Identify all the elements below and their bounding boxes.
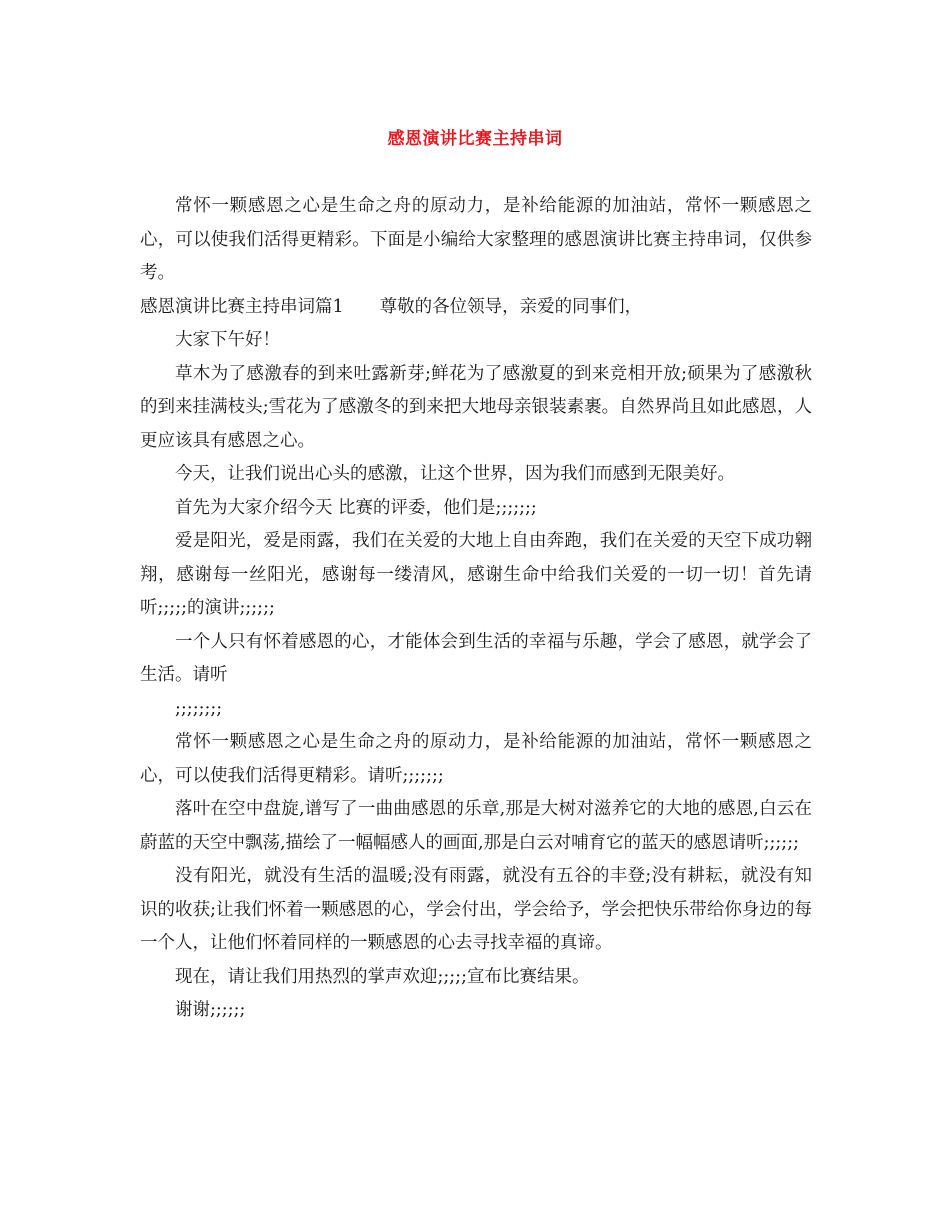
document-body: [140, 190, 812, 1028]
paragraph: 爱是阳光，爱是雨露，我们在关爱的大地上自由奔跑，我们在关爱的天空下成功翱翔，感谢每一丝阳光，感谢每一缕清风，感谢生命中给我们关爱的一切一切！首先请听;;;;;的演讲;;;;;;: [140, 531, 812, 618]
greeting-inline: 尊敬的各位领导，亲爱的同事们，: [379, 296, 643, 317]
paragraph: 常怀一颗感恩之心是生命之舟的原动力，是补给能源的加油站，常怀一颗感恩之心，可以使我们活得更精彩。请听;;;;;;;: [140, 732, 812, 786]
document-title: 感恩演讲比赛主持串词: [387, 129, 563, 149]
section-heading: 感恩演讲比赛主持串词篇1: [140, 296, 344, 317]
intro-paragraph: 常怀一颗感恩之心是生命之舟的原动力，是补给能源的加油站，常怀一颗感恩之心，可以使我们活得更精彩。下面是小编给大家整理的感恩演讲比赛主持串词，仅供参考。: [140, 196, 812, 283]
section-heading-line: [140, 291, 812, 325]
paragraph: 现在，请让我们用热烈的掌声欢迎;;;;;宣布比赛结果。: [175, 966, 590, 987]
paragraph: 谢谢;;;;;;: [175, 1000, 246, 1020]
paragraph: 大家下午好！: [175, 330, 280, 350]
paragraph: 今天，让我们说出心头的感激，让这个世界，因为我们而感到无限美好。: [175, 464, 735, 484]
paragraph: 落叶在空中盘旋,谱写了一曲曲感恩的乐章,那是大树对滋养它的大地的感恩,白云在蔚蓝的天空中飘荡,描绘了一幅幅感人的画面,那是白云对哺育它的蓝天的感恩请听;;;;;;: [140, 799, 812, 853]
paragraph: 草木为了感激春的到来吐露新芽;鲜花为了感激夏的到来竞相开放;硕果为了感激秋的到来挂满枝头;雪花为了感激冬的到来把大地母亲银装素裹。自然界尚且如此感恩，人更应该具有感恩之心。: [140, 363, 812, 451]
paragraph: 没有阳光，就没有生活的温暖;没有雨露，就没有五谷的丰登;没有耕耘，就没有知识的收获;让我们怀着一颗感恩的心，学会付出，学会给予，学会把快乐带给你身边的每一个人，让他们怀着同样的一颗感恩的心去寻找幸福的真谛。: [140, 866, 812, 953]
paragraph: 一个人只有怀着感恩的心，才能体会到生活的幸福与乐趣，学会了感恩，就学会了生活。请听: [140, 631, 812, 685]
paragraph: ;;;;;;;;: [175, 698, 223, 719]
paragraph: 首先为大家介绍今天 比赛的评委，他们是;;;;;;;: [175, 497, 537, 518]
